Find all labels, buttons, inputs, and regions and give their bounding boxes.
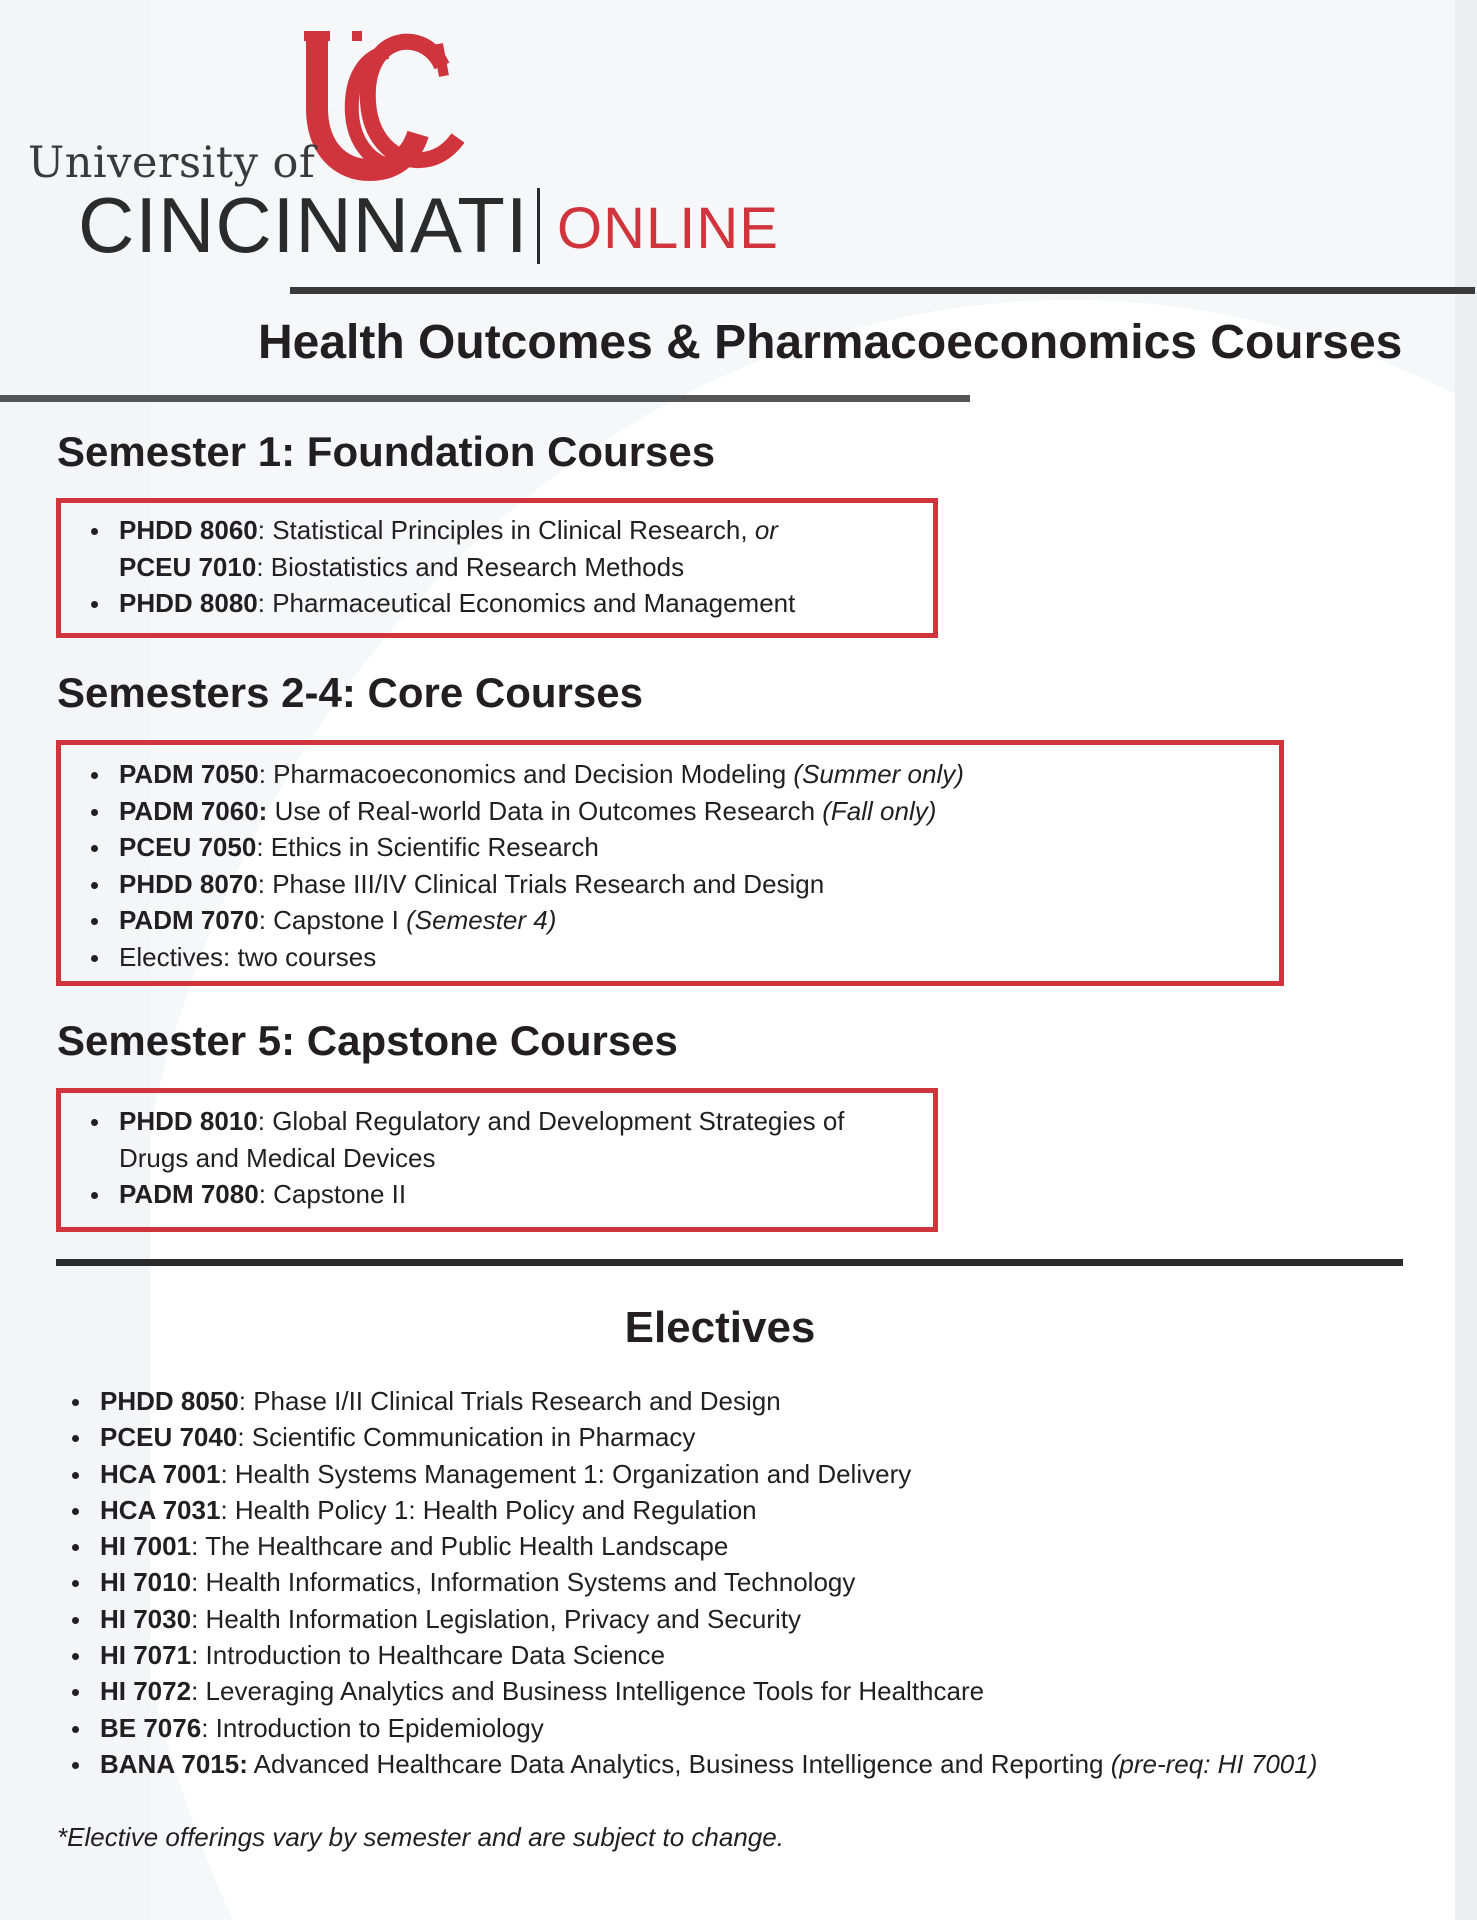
course-sep: : [238,1386,246,1416]
semester1-heading: Semester 1: Foundation Courses [57,428,716,475]
semester5-heading: Semester 5: Capstone Courses [57,1017,678,1064]
course-sep: : [256,832,264,862]
course-sep: : [191,1676,199,1707]
course-code: PCEU 7040 [100,1422,238,1453]
course-title: Health Systems Management 1: Organization and Delivery [227,1458,912,1489]
course-title: Introduction to Healthcare Data Science [198,1640,666,1671]
course-code: HI 7001 [100,1531,192,1562]
course-sep: : [257,1106,265,1136]
course-title: Introduction to Epidemiology [208,1712,544,1743]
course-code: HI 7071 [100,1640,192,1671]
list-item [42,1528,1317,1564]
course-code: HI 7030 [100,1603,192,1634]
course-sep: : [191,1531,199,1562]
course-code: PCEU 7010 [119,551,257,582]
course-code: PADM 7050 [119,759,259,789]
semester1-box [56,498,938,638]
list-item [42,1601,1317,1637]
course-sep: : [256,551,264,582]
course-sep: : [201,1712,209,1743]
course-note: or [754,515,778,545]
course-title: Use of Real-world Data in Outcomes Research [267,795,823,826]
list-item [61,866,1279,903]
list-item [61,793,1279,830]
electives-footnote: *Elective offerings vary by semester and are subject to change. [57,1822,784,1852]
list-item [42,1419,1317,1455]
logo-online: ONLINE [557,196,779,261]
list-item [61,1176,933,1213]
course-sep: : [191,1603,199,1634]
course-title: Ethics in Scientific Research [263,832,599,862]
course-title: Pharmaceutical Economics and Management [264,588,796,618]
list-item [61,939,1279,976]
course-code: HCA 7001 [100,1458,221,1489]
list-item [42,1637,1317,1673]
course-title: Electives: two courses [119,941,377,972]
list-item [42,1564,1317,1600]
course-title: Statistical Principles in Clinical Research, [264,515,755,545]
list-item [61,902,1279,939]
electives-heading: Electives [624,1303,816,1352]
list-item [61,829,1279,866]
course-code: PADM 7070 [119,905,259,935]
course-code: HI 7072 [100,1676,192,1707]
course-sep: : [257,868,265,899]
course-code: PHDD 8070 [119,868,258,899]
course-code: BE 7076 [100,1712,202,1743]
list-item [42,1492,1317,1528]
course-sep: : [257,515,265,545]
course-code: PHDD 8050 [100,1386,239,1416]
page-title: Health Outcomes & Pharmacoeconomics Courses [258,316,1403,369]
course-title: Health Informatics, Information Systems and Technology [198,1567,856,1598]
course-code: BANA 7015: [100,1748,248,1779]
course-title: Leveraging Analytics and Business Intelligence Tools for Healthcare [198,1676,985,1707]
logo-cincinnati: CINCINNATI [78,181,529,269]
course-sep: : [257,588,265,618]
course-code: PADM 7060: [119,795,268,826]
list-item [42,1383,1317,1419]
course-note: (Semester 4) [406,905,557,935]
semester1-list [61,512,933,622]
course-note: (Fall only) [822,795,937,826]
header-divider [290,287,1475,294]
course-code: HI 7010 [100,1567,192,1598]
course-sep: : [191,1567,199,1598]
course-title: Pharmacoeconomics and Decision Modeling [265,759,794,789]
semesters2-4-heading: Semesters 2-4: Core Courses [57,669,643,716]
course-title: Health Information Legislation, Privacy and Security [198,1603,801,1634]
course-sep: : [220,1494,228,1525]
course-title: Drugs and Medical Devices [119,1142,436,1173]
course-sep: : [258,905,266,935]
list-item [42,1746,1317,1782]
semesters2-4-list [61,756,1279,975]
list-item [42,1673,1317,1709]
course-code: HCA 7031 [100,1494,221,1525]
course-sep: : [258,1179,266,1209]
course-title: Capstone II [265,1179,407,1209]
course-code: PCEU 7050 [119,832,257,862]
logo-university-of: University of [28,138,316,188]
electives-divider [56,1259,1403,1266]
course-sep: : [237,1422,245,1453]
list-item [61,1140,933,1177]
list-item [42,1710,1317,1746]
course-code: PHDD 8080 [119,588,258,618]
course-title: The Healthcare and Public Health Landscape [198,1531,729,1562]
course-title: Advanced Healthcare Data Analytics, Business Intelligence and Reporting [247,1748,1111,1779]
course-sep: : [191,1640,199,1671]
semesters2-4-box [56,740,1284,986]
list-item [61,549,933,586]
course-sep: : [220,1458,228,1489]
semester5-list [61,1103,933,1213]
list-item [61,585,933,622]
list-item [42,1456,1317,1492]
list-item [61,512,933,549]
course-note: (Summer only) [793,759,964,789]
logo-separator [537,188,540,264]
list-item [61,756,1279,793]
course-sep: : [258,759,266,789]
course-title: Global Regulatory and Development Strategies of [264,1106,845,1136]
course-note: (pre-req: HI 7001) [1110,1748,1318,1779]
title-divider [0,395,970,402]
electives-list [42,1383,1317,1782]
course-code: PADM 7080 [119,1179,259,1209]
course-title: Phase III/IV Clinical Trials Research and Design [264,868,825,899]
course-title: Health Policy 1: Health Policy and Regulation [227,1494,757,1525]
course-title: Capstone I [265,905,407,935]
course-title: Scientific Communication in Pharmacy [244,1422,696,1453]
uc-monogram-icon [292,30,464,182]
course-title: Phase I/II Clinical Trials Research and Design [245,1386,781,1416]
list-item [61,1103,933,1140]
course-code: PHDD 8010 [119,1106,258,1136]
course-code: PHDD 8060 [119,515,258,545]
semester5-box [56,1088,938,1232]
course-title: Biostatistics and Research Methods [263,551,685,582]
